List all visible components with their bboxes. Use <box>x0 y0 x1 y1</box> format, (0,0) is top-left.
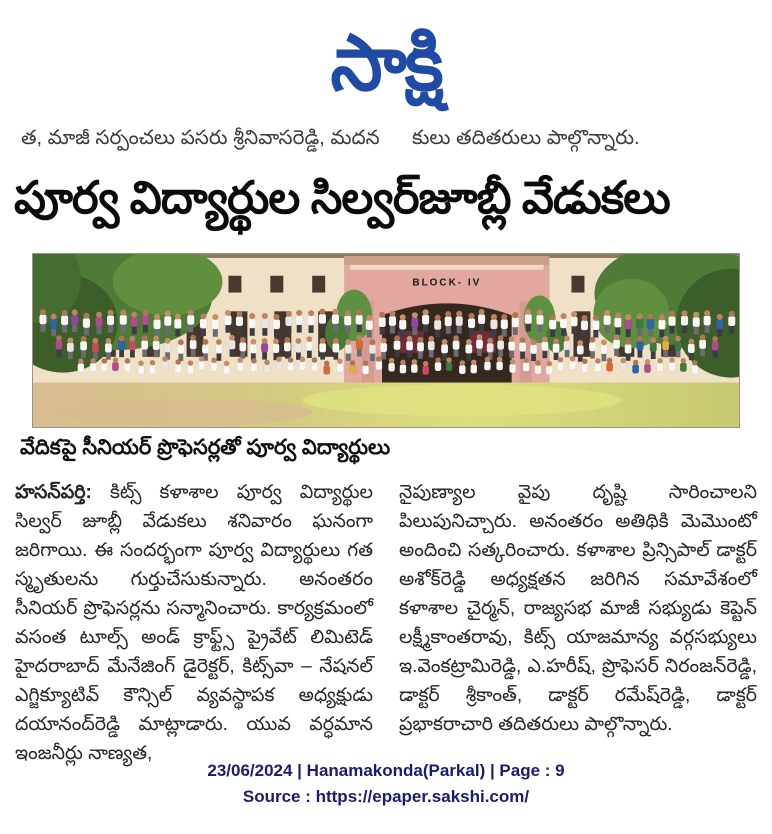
photo-caption: వేదికపై సీనియర్ ప్రొఫెసర్లతో పూర్వ విద్యార్థులు <box>20 436 391 459</box>
footer-source-link[interactable]: Source : https://epaper.sakshi.com/ <box>242 787 530 806</box>
body-column-1 <box>15 478 373 764</box>
footer-meta: 23/06/2024 | Hanamakonda(Parkal) | Page : 9 <box>207 761 565 780</box>
body-column-2 <box>399 478 757 748</box>
sakshi-logo: సాక్షి <box>330 18 442 107</box>
building-sign: BLOCK- IV <box>412 277 482 289</box>
dateline: హసన్‌పర్తి: <box>15 482 92 503</box>
fragment-right-column: కులు తదితరులు పాల్గొన్నారు. <box>412 127 640 149</box>
body-column-1-text: కిట్స్ కళాశాల పూర్వ విద్యార్థుల సిల్వర్ జూబ్లీ వేడుకలు శనివారం ఘనంగా జరిగాయి. ఈ సందర్భంగా పూర్వ విద్యార్థులు గత స్మృతులను గుర్తుచేసుకున్నారు. అనంతరం సీనియర్ ప్రొఫెసర్లను సన్మానించారు. కార్యక్రమంలో వసంత టూల్స్ అండ్ క్రాఫ్ట్స్ ప్రైవేట్ లిమిటెడ్ హైదరాబాద్ మేనేజింగ్ డైరెక్టర్, కిట్స్‌వా – నేషనల్ ఎగ్జిక్యూటివ్ కౌన్సిల్ వ్యవస్థాపక అధ్యక్షుడు దయానంద్‌రెడ్డి మాట్లాడారు. యువ వర్ధమాన ఇంజనీర్లు నాణ్యత, <box>15 482 373 764</box>
fragment-left-column: త, మాజీ సర్పంచలు పసరు శ్రీనివాసరెడ్డి, మదన <box>21 127 380 149</box>
masthead <box>0 8 772 118</box>
article-body <box>15 478 757 764</box>
lawn <box>33 383 739 427</box>
cutoff-article-fragment <box>0 127 772 157</box>
alumni-group-photo <box>32 253 740 428</box>
photo-scene <box>33 254 739 427</box>
article-headline: పూర్వ విద్యార్థుల సిల్వర్‌జూబ్లీ వేడుకలు <box>14 172 670 223</box>
body-column-2-text: నైపుణ్యాల వైపు దృష్టి సారించాలని పిలుపునిచ్చారు. అనంతరం అతిథికి మెమొంటో అందించి సత్కరించారు. కళాశాల ప్రిన్సిపాల్ డాక్టర్ అశోక్‌రెడ్డి అధ్యక్షతన జరిగిన సమావేశంలో కళాశాల చైర్మన్, రాజ్యసభ మాజీ సభ్యుడు కెప్టెన్ లక్ష్మీకాంతరావు, కిట్స్ యాజమాన్య వర్గసభ్యులు ఇ.వెంకట్రామిరెడ్డి, ఎ.హరీష్, ప్రొఫెసర్ నిరంజన్‌రెడ్డి, డాక్టర్ శ్రీకాంత్, డాక్టర్ రమేష్‌రెడ్డి, డాక్టర్ ప్రభాకరాచారి తదితరులు పాల్గొన్నారు. <box>399 482 757 735</box>
clipping-footer <box>0 758 772 810</box>
